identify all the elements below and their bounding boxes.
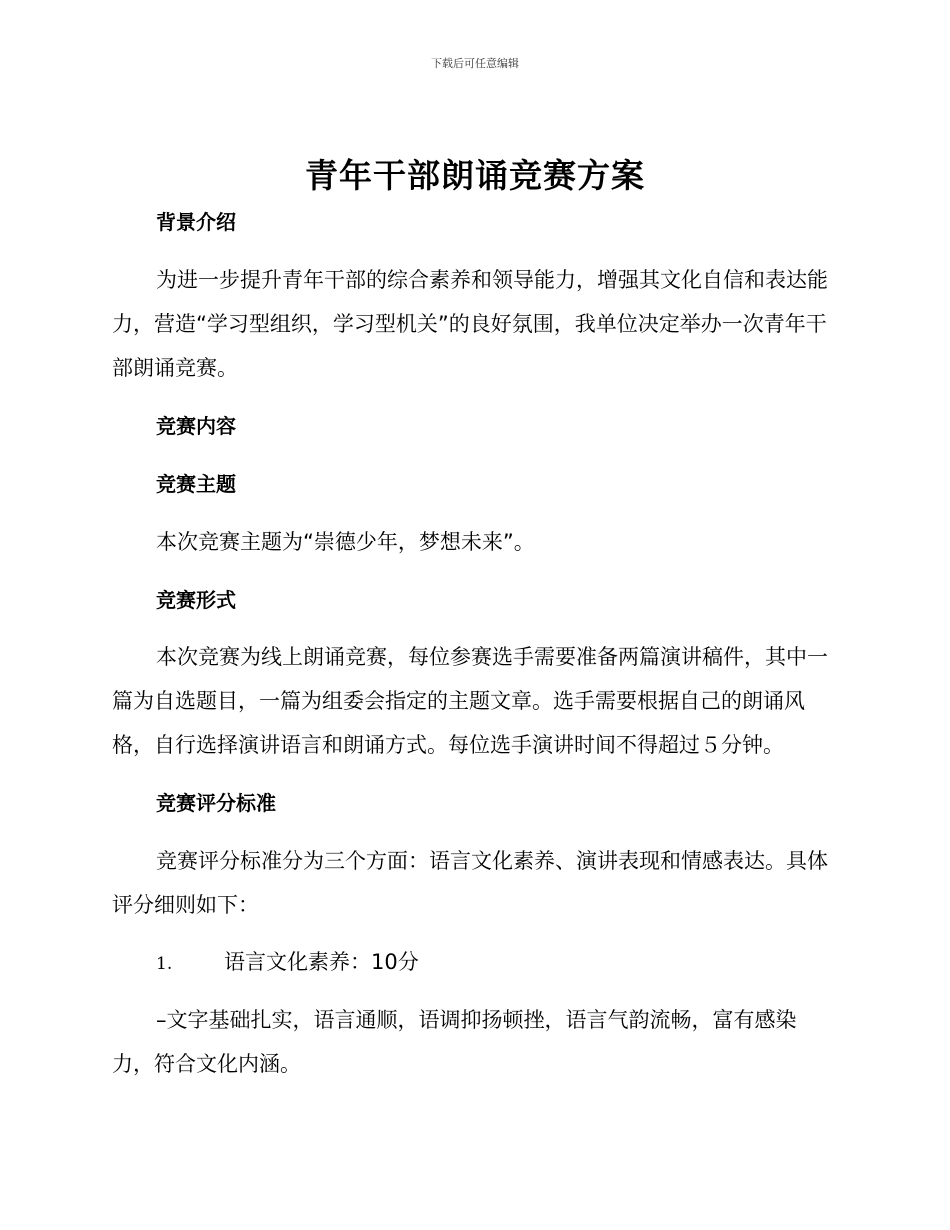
heading-content: 竞赛内容 <box>156 414 236 438</box>
paragraph-theme: 本次竞赛主题为“崇德少年，梦想未来”。 <box>156 530 535 554</box>
header-note: 下载后可任意编辑 <box>431 57 519 70</box>
heading-scoring: 竞赛评分标准 <box>156 791 276 815</box>
list-item-language <box>112 940 876 986</box>
paragraph-format: 本次竞赛为线上朗诵竞赛，每位参赛选手需要准备两篇演讲稿件，其中一篇为自选题目，一篇为组委会指定的主题文章。选手需要根据自己的朗诵风格，自行选择演讲语言和朗诵方式。每位选手演讲时间不得超过５分钟。 <box>112 645 828 757</box>
paragraph-item1-detail: –文字基础扎实，语言通顺，语调抑扬顿挫，语言气韵流畅，富有感染力，符合文化内涵。 <box>112 1008 797 1076</box>
heading-theme: 竞赛主题 <box>156 472 236 496</box>
heading-background: 背景介绍 <box>156 210 236 234</box>
paragraph-scoring: 竞赛评分标准分为三个方面：语言文化素养、演讲表现和情感表达。具体评分细则如下： <box>112 849 828 917</box>
document-title: 青年干部朗诵竞赛方案 <box>305 156 645 195</box>
list-item-text: 语言文化素养：10分 <box>224 950 419 974</box>
list-number: 1. <box>156 954 173 974</box>
heading-format: 竞赛形式 <box>156 588 236 612</box>
paragraph-background: 为进一步提升青年干部的综合素养和领导能力，增强其文化自信和表达能力，营造“学习型组织，学习型机关”的良好氛围，我单位决定举办一次青年干部朗诵竞赛。 <box>112 268 828 380</box>
